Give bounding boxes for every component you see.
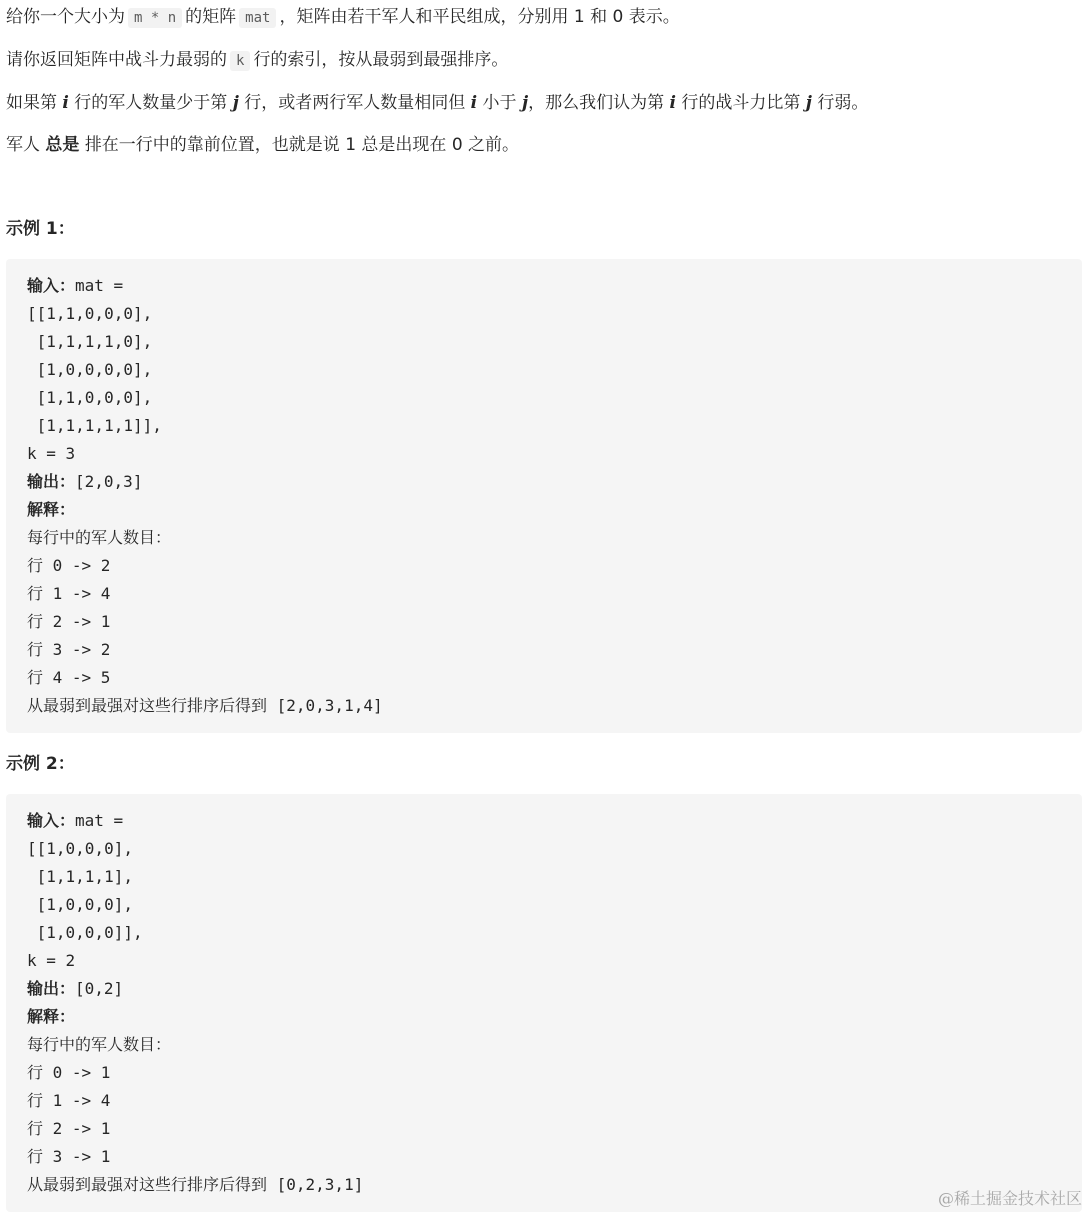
input-label: 输入：	[27, 276, 76, 295]
explain-text: 行 0 -> 1	[27, 1063, 111, 1082]
text: 行弱。	[817, 93, 869, 113]
explain-label: 解释：	[27, 1007, 76, 1026]
explain-line	[27, 496, 1061, 524]
text: 如果第	[6, 93, 57, 113]
k-line: k = 2	[27, 951, 76, 970]
example-2-code-block	[6, 794, 1082, 1212]
var-i: i	[669, 93, 676, 113]
text: 小于	[482, 93, 517, 113]
matrix-row: [1,1,1,1,0],	[27, 332, 153, 351]
var-j: j	[805, 93, 812, 113]
text: ，矩阵由若干军人和平民组成，分别用 1 和 0 表示。	[279, 7, 680, 27]
matrix-row: [1,1,1,1],	[27, 867, 133, 886]
text: 行的军人数量少于第	[74, 93, 228, 113]
k-line: k = 3	[27, 444, 76, 463]
matrix-row: [1,0,0,0,0],	[27, 360, 153, 379]
output-label: 输出：	[27, 472, 76, 491]
explain-text: 每行中的军人数目：	[27, 1035, 172, 1054]
explain-line	[27, 1003, 1061, 1031]
text: 的矩阵	[185, 7, 237, 27]
explain-label: 解释：	[27, 500, 76, 519]
output-line	[27, 468, 1061, 496]
output-value: [0,2]	[75, 979, 124, 998]
explain-text: 每行中的军人数目：	[27, 528, 172, 547]
input-line	[27, 807, 1061, 835]
var-j: j	[232, 93, 239, 113]
inline-code-m-n: m * n	[128, 8, 182, 28]
text: 排在一行中的靠前位置，也就是说 1 总是出现在 0 之前。	[84, 135, 520, 155]
example-1-code-block	[6, 259, 1082, 733]
explain-text: 行 4 -> 5	[27, 668, 111, 687]
paragraph-soldier-order	[0, 131, 1090, 159]
explain-text: 行 1 -> 4	[27, 1091, 111, 1110]
example-1-title: 示例 1：	[6, 219, 75, 239]
explain-text: 行 2 -> 1	[27, 612, 111, 631]
var-i: i	[470, 93, 478, 113]
matrix-row: [1,1,0,0,0],	[27, 388, 153, 407]
input-text: mat =	[75, 811, 124, 830]
matrix-row: [1,0,0,0]],	[27, 923, 143, 942]
explain-text: 从最弱到最强对这些行排序后得到 [0,2,3,1]	[27, 1175, 364, 1194]
explain-text: 行 3 -> 1	[27, 1147, 111, 1166]
matrix-row: [1,0,0,0],	[27, 895, 133, 914]
explain-text: 行 3 -> 2	[27, 640, 111, 659]
input-label: 输入：	[27, 811, 76, 830]
paragraph-return-k-weakest	[0, 46, 1090, 75]
text: 军人	[6, 135, 40, 155]
matrix-row: [[1,0,0,0],	[27, 839, 133, 858]
text: ，那么我们认为第	[528, 93, 665, 113]
explain-text: 从最弱到最强对这些行排序后得到 [2,0,3,1,4]	[27, 696, 383, 715]
explain-text: 行 0 -> 2	[27, 556, 111, 575]
text: 行的战斗力比第	[681, 93, 801, 113]
text: 行，或者两行军人数量相同但	[244, 93, 466, 113]
explain-text: 行 1 -> 4	[27, 584, 111, 603]
text: 给你一个大小为	[6, 7, 125, 27]
var-j: j	[521, 93, 529, 113]
inline-code-k: k	[230, 51, 250, 71]
example-2-title: 示例 2：	[6, 754, 75, 774]
watermark: @稀土掘金技术社区	[937, 1189, 1082, 1208]
inline-code-mat: mat	[239, 8, 276, 28]
input-line	[27, 272, 1061, 300]
emphasis-always: 总是	[45, 135, 80, 155]
paragraph-weakness-rule	[0, 89, 1090, 117]
explain-text: 行 2 -> 1	[27, 1119, 111, 1138]
paragraph-matrix-definition	[0, 3, 1090, 32]
output-value: [2,0,3]	[75, 472, 143, 491]
text: 请你返回矩阵中战斗力最弱的	[6, 50, 227, 70]
var-i: i	[62, 93, 69, 113]
matrix-row: [1,1,1,1,1]],	[27, 416, 162, 435]
input-text: mat =	[75, 276, 124, 295]
matrix-row: [[1,1,0,0,0],	[27, 304, 153, 323]
output-line	[27, 975, 1061, 1003]
text: 行的索引，按从最弱到最强排序。	[253, 50, 509, 70]
output-label: 输出：	[27, 979, 76, 998]
